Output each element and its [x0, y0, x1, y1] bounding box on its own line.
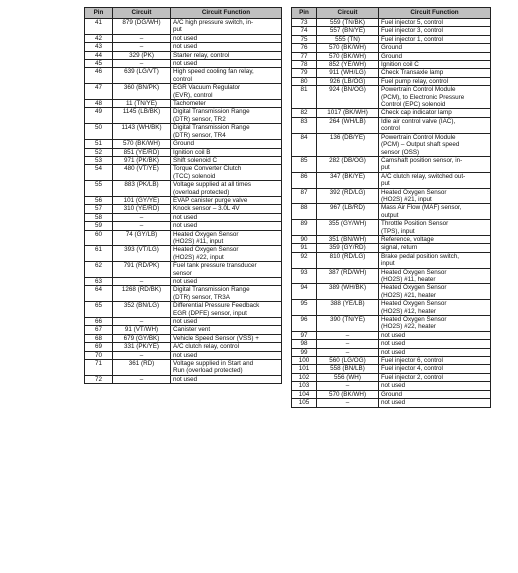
- table-row: [292, 156, 491, 172]
- table-row: [85, 165, 282, 181]
- circuit-function-cell: Ground: [379, 44, 491, 52]
- table-row: [292, 44, 491, 52]
- table-row: [85, 334, 282, 342]
- circuit-cell: 352 (BN/LG): [113, 302, 171, 318]
- circuit-cell: 11 (TN/YE): [113, 100, 171, 108]
- circuit-function-cell: Fuel tank pressure transducer sensor: [171, 262, 282, 278]
- pin-cell: 90: [292, 235, 317, 243]
- circuit-cell: 791 (RD/PK): [113, 262, 171, 278]
- table-row: [85, 43, 282, 51]
- table-row: [292, 348, 491, 356]
- pin-cell: 41: [85, 19, 113, 35]
- circuit-function-cell: not used: [171, 318, 282, 326]
- circuit-cell: 480 (VT/YE): [113, 165, 171, 181]
- table-row: [85, 351, 282, 359]
- circuit-function-cell: EGR Vacuum Regulator (EVR), control: [171, 84, 282, 100]
- pin-cell: 81: [292, 86, 317, 109]
- pin-cell: 80: [292, 77, 317, 85]
- circuit-cell: 679 (GY/BK): [113, 334, 171, 342]
- circuit-function-cell: Starter relay, control: [171, 51, 282, 59]
- pin-cell: 73: [292, 19, 317, 27]
- table-header-right: [292, 8, 491, 19]
- table-body-right: [292, 19, 491, 408]
- circuit-cell: –: [317, 340, 379, 348]
- circuit-cell: 388 (YE/LB): [317, 300, 379, 316]
- pin-cell: 44: [85, 51, 113, 59]
- circuit-cell: 810 (RD/LG): [317, 252, 379, 268]
- circuit-cell: –: [113, 351, 171, 359]
- pin-cell: 95: [292, 300, 317, 316]
- table-row: [292, 284, 491, 300]
- circuit-cell: 389 (WH/BK): [317, 284, 379, 300]
- table-row: [292, 252, 491, 268]
- circuit-cell: 329 (PK): [113, 51, 171, 59]
- table-row: [85, 60, 282, 68]
- circuit-function-cell: signal, return: [379, 244, 491, 252]
- pin-cell: 88: [292, 204, 317, 220]
- circuit-cell: 556 (WH): [317, 373, 379, 381]
- pin-cell: 77: [292, 52, 317, 60]
- table-row: [85, 156, 282, 164]
- circuit-cell: 101 (GY/YE): [113, 196, 171, 204]
- table-row: [292, 390, 491, 398]
- pin-cell: 58: [85, 213, 113, 221]
- table-row: [85, 51, 282, 59]
- circuit-function-cell: Idle air control valve (IAC), control: [379, 117, 491, 133]
- circuit-cell: 390 (TN/YE): [317, 316, 379, 332]
- pin-cell: 62: [85, 262, 113, 278]
- circuit-cell: 559 (TN/BK): [317, 19, 379, 27]
- pin-cell: 63: [85, 278, 113, 286]
- circuit-cell: 570 (BK/WH): [113, 140, 171, 148]
- table-row: [85, 246, 282, 262]
- pin-cell: 42: [85, 34, 113, 42]
- circuit-function-cell: not used: [379, 399, 491, 407]
- circuit-cell: 967 (LB/RD): [317, 204, 379, 220]
- circuit-function-cell: Ground: [379, 390, 491, 398]
- table-row: [85, 302, 282, 318]
- circuit-function-cell: not used: [171, 213, 282, 221]
- pin-cell: 99: [292, 348, 317, 356]
- table-row: [85, 100, 282, 108]
- circuit-function-cell: Canister vent: [171, 326, 282, 334]
- pin-cell: 75: [292, 35, 317, 43]
- table-row: [292, 52, 491, 60]
- table-row: [85, 148, 282, 156]
- pin-cell: 101: [292, 365, 317, 373]
- header-pin: Pin: [292, 8, 317, 19]
- pin-cell: 78: [292, 61, 317, 69]
- header-circuit: Circuit: [113, 8, 171, 19]
- table-row: [292, 316, 491, 332]
- circuit-cell: –: [113, 278, 171, 286]
- circuit-function-cell: Fuel injector 5, control: [379, 19, 491, 27]
- table-row: [292, 235, 491, 243]
- circuit-function-cell: Check Transaxle lamp: [379, 69, 491, 77]
- table-row: [292, 35, 491, 43]
- circuit-cell: 570 (BK/WH): [317, 390, 379, 398]
- circuit-function-cell: Fuel injector 3, control: [379, 27, 491, 35]
- table-row: [85, 205, 282, 213]
- pin-cell: 76: [292, 44, 317, 52]
- circuit-cell: 331 (PK/YE): [113, 343, 171, 351]
- circuit-cell: –: [113, 318, 171, 326]
- circuit-cell: 883 (PK/LB): [113, 181, 171, 197]
- table-row: [292, 399, 491, 407]
- table-header-left: [85, 8, 282, 19]
- table-row: [292, 268, 491, 284]
- circuit-cell: 570 (BK/WH): [317, 52, 379, 60]
- pinout-table-right: [291, 7, 491, 408]
- table-row: [85, 19, 282, 35]
- circuit-cell: 392 (RD/LG): [317, 188, 379, 204]
- table-body-left: [85, 19, 282, 384]
- pin-cell: 82: [292, 109, 317, 117]
- pin-cell: 94: [292, 284, 317, 300]
- table-row: [292, 109, 491, 117]
- table-row: [85, 360, 282, 376]
- table-row: [292, 188, 491, 204]
- circuit-cell: 911 (WH/LG): [317, 69, 379, 77]
- pin-cell: 98: [292, 340, 317, 348]
- table-row: [85, 68, 282, 84]
- circuit-function-cell: Voltage supplied at all times (overload protected): [171, 181, 282, 197]
- circuit-function-cell: not used: [379, 340, 491, 348]
- table-row: [85, 124, 282, 140]
- circuit-cell: 1145 (LB/BK): [113, 108, 171, 124]
- pin-cell: 68: [85, 334, 113, 342]
- circuit-cell: 971 (PK/BK): [113, 156, 171, 164]
- circuit-cell: 359 (GY/RD): [317, 244, 379, 252]
- pin-cell: 56: [85, 196, 113, 204]
- table-row: [292, 117, 491, 133]
- circuit-function-cell: High speed cooling fan relay, control: [171, 68, 282, 84]
- pin-cell: 57: [85, 205, 113, 213]
- pin-cell: 65: [85, 302, 113, 318]
- pin-cell: 61: [85, 246, 113, 262]
- pin-cell: 86: [292, 172, 317, 188]
- circuit-function-cell: not used: [171, 278, 282, 286]
- table-row: [292, 300, 491, 316]
- table-row: [292, 69, 491, 77]
- circuit-cell: –: [317, 331, 379, 339]
- pin-cell: 71: [85, 360, 113, 376]
- table-row: [292, 373, 491, 381]
- circuit-cell: 282 (DB/OG): [317, 156, 379, 172]
- circuit-cell: 560 (LG/OG): [317, 357, 379, 365]
- pin-cell: 52: [85, 148, 113, 156]
- pin-cell: 66: [85, 318, 113, 326]
- circuit-function-cell: Mass Air Flow (MAF) sensor, output: [379, 204, 491, 220]
- circuit-cell: –: [317, 382, 379, 390]
- pin-cell: 59: [85, 222, 113, 230]
- pin-cell: 87: [292, 188, 317, 204]
- pin-cell: 104: [292, 390, 317, 398]
- table-row: [85, 343, 282, 351]
- circuit-cell: –: [113, 43, 171, 51]
- circuit-function-cell: Digital Transmission Range (DTR) sensor, TR2: [171, 108, 282, 124]
- circuit-cell: 360 (BN/PK): [113, 84, 171, 100]
- circuit-function-cell: Powertrain Control Module (PCM), to Electronic Pressure Control (EPC) solenoid: [379, 86, 491, 109]
- pin-cell: 46: [85, 68, 113, 84]
- circuit-function-cell: not used: [171, 60, 282, 68]
- circuit-function-cell: not used: [379, 331, 491, 339]
- pin-cell: 48: [85, 100, 113, 108]
- table-row: [85, 222, 282, 230]
- circuit-cell: 555 (TN): [317, 35, 379, 43]
- pin-cell: 93: [292, 268, 317, 284]
- circuit-function-cell: Ground: [171, 140, 282, 148]
- circuit-function-cell: Shift solenoid C: [171, 156, 282, 164]
- pin-cell: 69: [85, 343, 113, 351]
- circuit-function-cell: Heated Oxygen Sensor (HO2S) #21, heater: [379, 284, 491, 300]
- circuit-cell: 852 (YE/WH): [317, 61, 379, 69]
- table-row: [85, 84, 282, 100]
- circuit-cell: 310 (YE/RD): [113, 205, 171, 213]
- circuit-function-cell: A/C high pressure switch, in- put: [171, 19, 282, 35]
- table-row: [292, 340, 491, 348]
- circuit-function-cell: Knock sensor – 3.0L 4V: [171, 205, 282, 213]
- table-row: [85, 196, 282, 204]
- circuit-function-cell: Brake pedal position switch, input: [379, 252, 491, 268]
- circuit-cell: 557 (BN/YE): [317, 27, 379, 35]
- pin-cell: 83: [292, 117, 317, 133]
- pin-cell: 60: [85, 230, 113, 246]
- circuit-function-cell: not used: [171, 34, 282, 42]
- circuit-cell: –: [113, 213, 171, 221]
- header-circuit-function: Circuit Function: [379, 8, 491, 19]
- circuit-function-cell: Vehicle Speed Sensor (VSS) +: [171, 334, 282, 342]
- circuit-cell: –: [317, 399, 379, 407]
- circuit-function-cell: Heated Oxygen Sensor (HO2S) #11, input: [171, 230, 282, 246]
- pin-cell: 50: [85, 124, 113, 140]
- pin-cell: 84: [292, 133, 317, 156]
- circuit-function-cell: Heated Oxygen Sensor (HO2S) #21, input: [379, 188, 491, 204]
- pin-cell: 89: [292, 220, 317, 236]
- circuit-function-cell: Fuel pump relay, control: [379, 77, 491, 85]
- pin-cell: 49: [85, 108, 113, 124]
- table-row: [292, 382, 491, 390]
- circuit-cell: 393 (VT/LG): [113, 246, 171, 262]
- circuit-function-cell: Ground: [379, 52, 491, 60]
- circuit-function-cell: Ignition coil C: [379, 61, 491, 69]
- circuit-cell: 570 (BK/WH): [317, 44, 379, 52]
- pin-cell: 70: [85, 351, 113, 359]
- circuit-function-cell: not used: [171, 375, 282, 383]
- table-row: [292, 133, 491, 156]
- circuit-cell: 347 (BK/YE): [317, 172, 379, 188]
- circuit-function-cell: not used: [171, 351, 282, 359]
- circuit-function-cell: Ignition coil B: [171, 148, 282, 156]
- circuit-function-cell: not used: [171, 222, 282, 230]
- table-row: [292, 77, 491, 85]
- circuit-cell: 1268 (RD/BK): [113, 286, 171, 302]
- pin-cell: 85: [292, 156, 317, 172]
- pin-cell: 105: [292, 399, 317, 407]
- pin-cell: 92: [292, 252, 317, 268]
- pin-cell: 72: [85, 375, 113, 383]
- circuit-function-cell: Reference, voltage: [379, 235, 491, 243]
- circuit-function-cell: not used: [379, 382, 491, 390]
- table-row: [292, 172, 491, 188]
- circuit-function-cell: Fuel injector 4, control: [379, 365, 491, 373]
- table-row: [85, 286, 282, 302]
- pin-cell: 103: [292, 382, 317, 390]
- header-circuit: Circuit: [317, 8, 379, 19]
- pin-cell: 96: [292, 316, 317, 332]
- circuit-function-cell: Fuel injector 6, control: [379, 357, 491, 365]
- table-row: [85, 230, 282, 246]
- pin-cell: 43: [85, 43, 113, 51]
- circuit-cell: –: [113, 60, 171, 68]
- pin-cell: 67: [85, 326, 113, 334]
- circuit-function-cell: Tachometer: [171, 100, 282, 108]
- circuit-function-cell: Digital Transmission Range (DTR) sensor, TR4: [171, 124, 282, 140]
- circuit-function-cell: not used: [379, 348, 491, 356]
- circuit-cell: 926 (LB/OG): [317, 77, 379, 85]
- table-row: [85, 318, 282, 326]
- table-row: [85, 140, 282, 148]
- circuit-cell: 91 (VT/WH): [113, 326, 171, 334]
- circuit-function-cell: Throttle Position Sensor (TPS), input: [379, 220, 491, 236]
- pin-cell: 91: [292, 244, 317, 252]
- table-row: [292, 244, 491, 252]
- circuit-function-cell: not used: [171, 43, 282, 51]
- circuit-cell: 879 (DG/WH): [113, 19, 171, 35]
- circuit-cell: 1017 (BK/WH): [317, 109, 379, 117]
- table-row: [292, 331, 491, 339]
- header-pin: Pin: [85, 8, 113, 19]
- circuit-function-cell: Heated Oxygen Sensor (HO2S) #22, input: [171, 246, 282, 262]
- circuit-cell: 387 (RD/WH): [317, 268, 379, 284]
- circuit-cell: 1143 (WH/BK): [113, 124, 171, 140]
- circuit-cell: 351 (BN/WH): [317, 235, 379, 243]
- circuit-cell: 136 (DB/YE): [317, 133, 379, 156]
- pin-cell: 45: [85, 60, 113, 68]
- circuit-cell: 264 (WH/LB): [317, 117, 379, 133]
- circuit-function-cell: Heated Oxygen Sensor (HO2S) #12, heater: [379, 300, 491, 316]
- circuit-cell: –: [317, 348, 379, 356]
- circuit-function-cell: Voltage supplied in Start and Run (overload protected): [171, 360, 282, 376]
- circuit-function-cell: Differential Pressure Feedback EGR (DPFE) sensor, input: [171, 302, 282, 318]
- table-row: [292, 204, 491, 220]
- table-row: [292, 19, 491, 27]
- pin-cell: 64: [85, 286, 113, 302]
- table-row: [85, 375, 282, 383]
- circuit-function-cell: Fuel injector 1, control: [379, 35, 491, 43]
- table-row: [85, 213, 282, 221]
- circuit-function-cell: A/C clutch relay, control: [171, 343, 282, 351]
- circuit-function-cell: Torque Converter Clutch (TCC) solenoid: [171, 165, 282, 181]
- table-row: [85, 34, 282, 42]
- circuit-cell: 355 (GY/WH): [317, 220, 379, 236]
- table-row: [292, 61, 491, 69]
- circuit-cell: –: [113, 222, 171, 230]
- circuit-function-cell: Camshaft position sensor, in- put: [379, 156, 491, 172]
- table-row: [85, 181, 282, 197]
- table-row: [85, 262, 282, 278]
- pin-cell: 54: [85, 165, 113, 181]
- pin-cell: 53: [85, 156, 113, 164]
- table-row: [292, 357, 491, 365]
- table-row: [85, 326, 282, 334]
- circuit-function-cell: A/C clutch relay, switched out- put: [379, 172, 491, 188]
- pin-cell: 97: [292, 331, 317, 339]
- table-row: [85, 108, 282, 124]
- pin-cell: 51: [85, 140, 113, 148]
- table-row: [292, 27, 491, 35]
- pin-cell: 74: [292, 27, 317, 35]
- circuit-cell: 924 (BN/OG): [317, 86, 379, 109]
- pin-cell: 102: [292, 373, 317, 381]
- pin-cell: 100: [292, 357, 317, 365]
- pin-cell: 79: [292, 69, 317, 77]
- pinout-table-left: [84, 7, 282, 384]
- circuit-function-cell: Heated Oxygen Sensor (HO2S) #11, heater: [379, 268, 491, 284]
- circuit-cell: –: [113, 375, 171, 383]
- circuit-function-cell: EVAP canister purge valve: [171, 196, 282, 204]
- circuit-function-cell: Heated Oxygen Sensor (HO2S) #22, heater: [379, 316, 491, 332]
- circuit-function-cell: Check cap indicator lamp: [379, 109, 491, 117]
- circuit-function-cell: Fuel injector 2, control: [379, 373, 491, 381]
- circuit-cell: 74 (GY/LB): [113, 230, 171, 246]
- circuit-cell: 639 (LG/VT): [113, 68, 171, 84]
- circuit-cell: 558 (BN/LB): [317, 365, 379, 373]
- pin-cell: 47: [85, 84, 113, 100]
- table-row: [292, 220, 491, 236]
- circuit-cell: 851 (YE/RD): [113, 148, 171, 156]
- circuit-cell: –: [113, 34, 171, 42]
- circuit-function-cell: Digital Transmission Range (DTR) sensor, TR3A: [171, 286, 282, 302]
- header-circuit-function: Circuit Function: [171, 8, 282, 19]
- circuit-cell: 361 (RD): [113, 360, 171, 376]
- table-row: [292, 86, 491, 109]
- table-row: [85, 278, 282, 286]
- circuit-function-cell: Powertrain Control Module (PCM) – Output shaft speed sensor (OSS): [379, 133, 491, 156]
- pin-cell: 55: [85, 181, 113, 197]
- table-row: [292, 365, 491, 373]
